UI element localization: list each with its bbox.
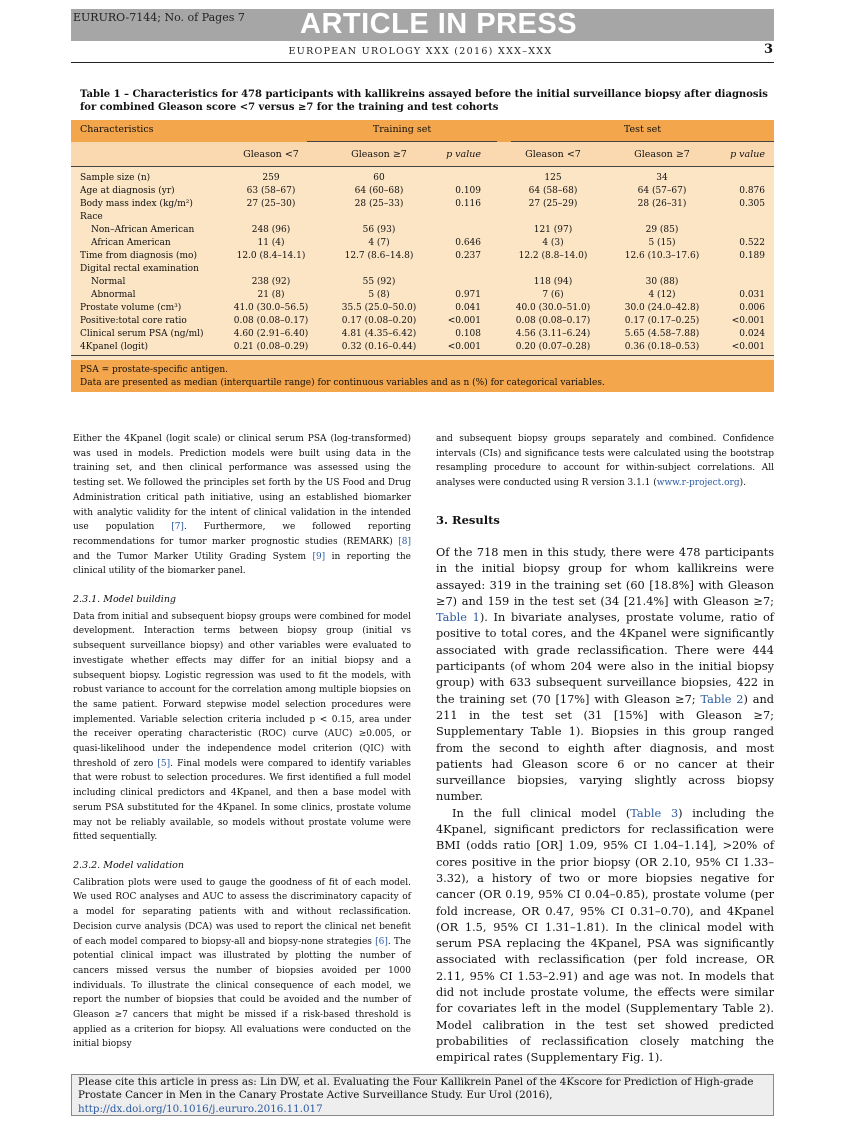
subheader-test-ge7: Gleason ≥7 — [634, 149, 690, 160]
table-cell: 0.041 — [455, 303, 481, 313]
table-cell: 0.189 — [739, 251, 765, 261]
ref-link[interactable]: [9] — [312, 551, 326, 562]
ref-link[interactable]: [7] — [171, 522, 184, 533]
table-row-label: Normal — [91, 277, 126, 287]
right-column-results — [436, 545, 774, 1067]
table-row-label: Digital rectal examination — [80, 264, 199, 274]
table-cell: 63 (58–67) — [246, 186, 296, 196]
citation-text: Please cite this article in press as: Lin DW, et al. Evaluating the Four Kallikrein Panel of the 4Kscore for Prediction of High-grade Prostate Cancer in Men in the Canary Prostate Active Surveillance Study. Eur Urol (2016), — [78, 1076, 754, 1102]
table-cell: 35.5 (25.0–50.0) — [341, 303, 417, 313]
doi-link[interactable]: http://dx.doi.org/10.1016/j.eururo.2016.11.017 — [78, 1102, 323, 1115]
table-cell: 4.56 (3.11–6.24) — [515, 329, 591, 339]
right-column-top — [436, 432, 774, 491]
table-cell: 0.305 — [739, 199, 765, 209]
table-row-label: Time from diagnosis (mo) — [80, 251, 197, 261]
article-in-press-banner: ARTICLE IN PRESS — [300, 8, 578, 40]
table-caption: Table 1 – Characteristics for 478 participants with kallikreins assayed before the initial surveillance biopsy after diagnosis for combined Gleason score <7 versus ≥7 for the training and test cohorts — [80, 89, 768, 113]
table-cell: <0.001 — [731, 316, 765, 326]
table-cell: 121 (97) — [533, 225, 573, 235]
paragraph: Data from initial and subsequent biopsy groups were combined for model development. Interaction terms between biopsy group (initial vs subsequent surveillance biopsy) and other variables were evaluated to investigate whether effects may differ for an initial biopsy and a subsequent biopsy. Logistic regression was used to fit the models, with robust variance to account for the correlation among multiple biopsies on the same patient. Forward stepwise model selection procedures were implemented. Variable selection criteria included p < 0.15, area under the receiver operating characteristic (ROC) curve (AUC) ≥0.005, or quasi-likelihood under the independence model criterion (QIC) with threshold of zero [5]. Final models were compared to identify variables that were robust to selection procedures. We first identified a full model including clinical predictors and 4Kpanel, and then a base model with serum PSA substituted for the 4Kpanel. In some clinics, prostate volume may not be reliably available, so models without prostate volume were fitted sequentially. — [73, 611, 411, 843]
header-rule — [71, 62, 774, 63]
test-group-rule — [511, 141, 774, 142]
col-characteristics: Characteristics — [80, 124, 154, 135]
table-cell: 30.0 (24.0–42.8) — [624, 303, 700, 313]
table-row-label: 4Kpanel (logit) — [80, 342, 149, 352]
subsection-heading: 2.3.1. Model building — [73, 594, 177, 606]
section-heading-results: 3. Results — [436, 513, 500, 527]
table-cell: 60 — [373, 173, 385, 183]
table-cell: 27 (25–29) — [528, 199, 578, 209]
paragraph: Either the 4Kpanel (logit scale) or clinical serum PSA (log-transformed) was used in models. Prediction models were built using data in the training set, and then clinical performance was assessed using the testing set. We followed the principles set forth by the US Food and Drug Administration critical path initiative, using an established biomarker with analytic validity for the intent of clinical validation in the intended use population [7]. Furthermore, we followed reporting recommendations for tumor marker prognostic studies (REMARK) [8] and the Tumor Marker Utility Grading System [9] in reporting the clinical utility of the biomarker panel. — [73, 434, 411, 577]
table-link[interactable]: Table 2 — [700, 692, 744, 706]
table-cell: <0.001 — [447, 342, 481, 352]
table-row-label: Non–African American — [91, 225, 195, 235]
table-cell: 0.876 — [739, 186, 765, 196]
table-cell: 0.108 — [455, 329, 481, 339]
table-row-label: Sample size (n) — [80, 173, 151, 183]
table-bottom-rule — [71, 355, 774, 356]
table-cell: 7 (6) — [542, 290, 564, 300]
table-cell: 12.7 (8.6–14.8) — [344, 251, 414, 261]
table-cell: 0.32 (0.16–0.44) — [341, 342, 417, 352]
paragraph: Of the 718 men in this study, there were 478 participants in the initial biopsy group for whom kallikreins were assayed: 319 in the training set (60 [18.8%] with Gleason ≥7) and 159 in the test set (34 [21.4%] with Gleason ≥7; Table 1). In bivariate analyses, prostate volume, ratio of positive to total cores, and the 4Kpanel were significantly associated with grade reclassification. There were 444 participants (of whom 204 were also in the initial biopsy group) with 633 subsequent surveillance biopsies, 422 in the training set (70 [17%] with Gleason ≥7; Table 2) and 211 in the test set (31 [15%] with Gleason ≥7; Supplementary Table 1). Biopsies in this group ranged from the second to eighth after diagnosis, and most patients had Gleason score 6 or no cancer at their surveillance biopsies, varying slightly across biopsy number. — [436, 546, 775, 804]
group-training: Training set — [372, 124, 432, 135]
table-cell: 56 (93) — [362, 225, 396, 235]
table-row-label: Race — [80, 212, 103, 222]
left-column — [73, 432, 411, 1052]
table-cell: 0.024 — [739, 329, 765, 339]
table-cell: 5 (15) — [648, 238, 676, 248]
ref-link[interactable]: [5] — [157, 758, 171, 769]
ref-link[interactable]: [6] — [375, 936, 388, 947]
table-cell: 0.237 — [455, 251, 481, 261]
table-row-label: Clinical serum PSA (ng/ml) — [80, 329, 204, 339]
footnote-psa: PSA = prostate-specific antigen. — [80, 365, 228, 375]
journal-name: EUROPEAN UROLOGY XXX (2016) XXX–XXX — [288, 46, 553, 57]
table-cell: 4 (7) — [368, 238, 390, 248]
table-cell: 238 (92) — [251, 277, 291, 287]
table-cell: 0.522 — [739, 238, 765, 248]
table-cell: 5.65 (4.58–7.88) — [624, 329, 700, 339]
table-cell: 0.20 (0.07–0.28) — [515, 342, 591, 352]
subheader-train-ge7: Gleason ≥7 — [351, 149, 407, 160]
table-cell: 12.0 (8.4–14.1) — [236, 251, 306, 261]
table-cell: 0.116 — [455, 199, 481, 209]
ref-link[interactable]: [8] — [398, 536, 411, 547]
table-cell: 125 — [544, 173, 562, 183]
group-test: Test set — [623, 124, 662, 135]
table-cell: 0.08 (0.08–0.17) — [515, 316, 591, 326]
table-link[interactable]: Table 1 — [436, 611, 480, 625]
table-cell: <0.001 — [447, 316, 481, 326]
table-cell: 34 — [656, 173, 668, 183]
table-cell: 118 (94) — [533, 277, 573, 287]
table-cell: 27 (25–30) — [246, 199, 296, 209]
table-cell: 0.36 (0.18–0.53) — [624, 342, 700, 352]
table-cell: 248 (96) — [251, 225, 291, 235]
journal-id: EURURO-7144; No. of Pages 7 — [73, 11, 245, 24]
table-cell: 5 (8) — [368, 290, 390, 300]
table-cell: 0.031 — [739, 290, 765, 300]
table-cell: 4.60 (2.91–6.40) — [233, 329, 309, 339]
training-group-rule — [307, 141, 497, 142]
table-row-label: Positive:total core ratio — [80, 316, 187, 326]
table-row-label: Body mass index (kg/m²) — [80, 199, 193, 209]
table-cell: 0.21 (0.08–0.29) — [233, 342, 309, 352]
table-cell: 28 (26–31) — [637, 199, 687, 209]
footnote-data: Data are presented as median (interquartile range) for continuous variables and as n (%) for categorical variables. — [80, 378, 605, 388]
characteristics-table — [71, 120, 774, 392]
table-cell: 0.971 — [455, 290, 481, 300]
table-cell: 41.0 (30.0–56.5) — [233, 303, 309, 313]
table-cell: 4 (3) — [542, 238, 564, 248]
citation-box — [71, 1074, 774, 1116]
table-cell: 55 (92) — [362, 277, 396, 287]
table-row-label: Prostate volume (cm³) — [80, 303, 182, 313]
table-row-label: African American — [91, 238, 171, 248]
table-cell: 0.109 — [455, 186, 481, 196]
subsection-heading: 2.3.2. Model validation — [73, 859, 184, 871]
paragraph: and subsequent biopsy groups separately and combined. Confidence intervals (CIs) and significance tests were calculated using the bootstrap resampling procedure to account for within-subject correlations. All analyses were conducted using R version 3.1.1 (www.r-project.org). — [436, 434, 774, 489]
table-cell: 29 (85) — [645, 225, 679, 235]
table-row-label: Age at diagnosis (yr) — [80, 186, 175, 196]
table-cell: 30 (88) — [645, 277, 679, 287]
page-number: 3 — [764, 42, 774, 57]
table-cell: 0.006 — [739, 303, 765, 313]
table-cell: 4 (12) — [648, 290, 676, 300]
table-cell: 0.17 (0.17–0.25) — [624, 316, 700, 326]
table-cell: 4.81 (4.35–6.42) — [341, 329, 417, 339]
table-cell: 0.646 — [455, 238, 481, 248]
table-cell: 21 (8) — [257, 290, 285, 300]
table-cell: 64 (60–68) — [354, 186, 404, 196]
table-cell: 0.08 (0.08–0.17) — [233, 316, 309, 326]
r-project-link[interactable]: www.r-project.org — [656, 478, 740, 489]
table-link[interactable]: Table 3 — [630, 806, 679, 820]
subheader-test-lt7: Gleason <7 — [525, 149, 581, 160]
table-row-label: Abnormal — [91, 290, 136, 300]
table-cell: 64 (57–67) — [637, 186, 687, 196]
paragraph: In the full clinical model (Table 3) including the 4Kpanel, significant predictors for reclassification were BMI (odds ratio [OR] 1.09, 95% CI 1.04–1.14], >20% of cores positive in the prior biopsy (OR 2.10, 95% CI 1.33–3.32), a history of two or more biopsies negative for cancer (OR 0.19, 95% CI 0.04–0.85), prostate volume (per fold increase, OR 0.47, 95% CI 0.31–0.70), and 4Kpanel (OR 1.5, 95% CI 1.31–1.81). In the clinical model with serum PSA replacing the 4Kpanel, PSA was significantly associated with reclassification (per fold increase, OR 2.11, 95% CI 1.53–2.91) and age was not. In models that did not include prostate volume, the effects were similar for covariates left in the model (Supplementary Table 2). Model calibration in the test set showed predicted probabilities of reclassification closely matching the empirical rates (Supplementary Fig. 1). — [436, 806, 775, 1065]
paragraph: Calibration plots were used to gauge the goodness of fit of each model. We used ROC analyses and AUC to assess the discriminatory capacity of a model for separating patients with and without reclassification. Decision curve analysis (DCA) was used to report the clinical net benefit of each model compared to biopsy-all and biopsy-none strategies [6]. The potential clinical impact was illustrated by plotting the number of cancers missed versus the number of biopsies avoided per 1000 individuals. To illustrate the clinical consequence of each model, we report the number of biopsies that could be avoided and the number of Gleason ≥7 cancers that might be missed if a risk-based threshold is applied as a criterion for biopsy. All evaluations were conducted on the initial biopsy — [73, 877, 411, 1050]
table-cell: 12.2 (8.8–14.0) — [518, 251, 588, 261]
table-cell: 0.17 (0.08–0.20) — [341, 316, 417, 326]
table-cell: 40.0 (30.0–51.0) — [515, 303, 591, 313]
table-cell: 259 — [262, 173, 280, 183]
subheader-train-lt7: Gleason <7 — [243, 149, 299, 160]
table-cell: <0.001 — [731, 342, 765, 352]
table-cell: 64 (58–68) — [528, 186, 578, 196]
header-bottom-rule — [71, 166, 774, 167]
subheader-train-p: p value — [446, 149, 481, 160]
table-cell: 12.6 (10.3–17.6) — [624, 251, 700, 261]
subheader-test-p: p value — [730, 149, 765, 160]
table-cell: 28 (25–33) — [354, 199, 404, 209]
table-cell: 11 (4) — [257, 238, 285, 248]
